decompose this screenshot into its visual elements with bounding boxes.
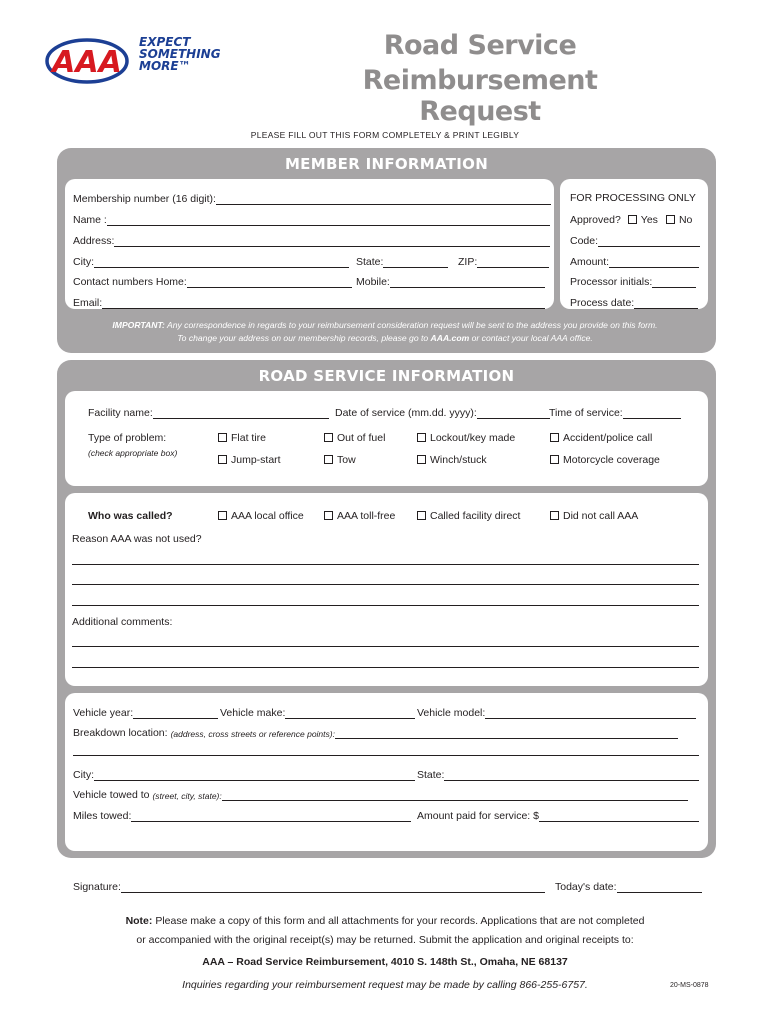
member-title: MEMBER INFORMATION [284,155,489,173]
processing-title: FOR PROCESSING ONLY [570,192,696,204]
email-field[interactable]: Email: [73,295,545,309]
checkbox-icon [218,511,227,520]
checkbox-icon [324,455,333,464]
aaa-oval-icon [43,34,135,86]
problem-flat-tire[interactable]: Flat tire [218,432,266,444]
problem-jump-start[interactable]: Jump-start [218,454,281,466]
breakdown-line-2[interactable] [73,755,699,756]
aaa-link[interactable]: AAA.com [430,333,470,343]
towed-to-field[interactable]: Vehicle towed to (street, city, state): [73,787,688,801]
initials-field[interactable]: Processor initials: [570,274,696,288]
checkbox-icon [417,511,426,520]
reason-line-2[interactable] [72,584,699,585]
checkbox-icon [628,215,637,224]
vehicle-model-field[interactable]: Vehicle model: [417,705,696,719]
note-line-1: Note: Please make a copy of this form and all attachments for your records. Applications that are not completed [125,915,645,927]
checkbox-icon [550,511,559,520]
inquiries-line: Inquiries regarding your reimbursement request may be made by calling 866-255-6757. [182,979,588,991]
called-local-office[interactable]: AAA local office [218,510,304,522]
checkbox-icon [218,455,227,464]
mobile-field[interactable]: Mobile: [356,274,545,288]
important-line-1: IMPORTANT: Any correspondence in regards to your reimbursement consideration request will be sent to the address you provide on this form. [112,320,658,330]
important-line-2: To change your address on our membership records, please go to AAA.com or contact your local AAA office. [177,333,593,343]
title-line-1: Road Service [383,30,577,61]
date-of-service-field[interactable]: Date of service (mm.dd. yyyy): [335,405,550,419]
checkbox-icon [666,215,675,224]
checkbox-icon [218,433,227,442]
checkbox-icon [550,455,559,464]
type-of-problem-label: Type of problem: [88,432,167,444]
problem-accident[interactable]: Accident/police call [550,432,652,444]
form-code: 20-MS-0878 [670,982,709,989]
problem-winch[interactable]: Winch/stuck [417,454,487,466]
process-date-field[interactable]: Process date: [570,295,698,309]
signature-field[interactable]: Signature: [73,879,545,893]
approved-no[interactable]: No [666,214,692,226]
amount-field[interactable]: Amount: [570,254,699,268]
road-title: ROAD SERVICE INFORMATION [258,367,515,385]
state-field[interactable]: State: [356,254,448,268]
logo-tagline: EXPECT SOMETHING MORE™ [139,35,221,73]
home-phone-field[interactable]: Contact numbers Home: [73,274,352,288]
problem-tow[interactable]: Tow [324,454,356,466]
zip-field[interactable]: ZIP: [458,254,549,268]
tow-city-field[interactable]: City: [73,767,415,781]
todays-date-field[interactable]: Today's date: [555,879,702,893]
amount-paid-field[interactable]: Amount paid for service: $ [417,808,699,822]
reason-line-3[interactable] [72,605,699,606]
breakdown-field[interactable]: Breakdown location: (address, cross streets or reference points): [73,725,678,739]
check-hint: (check appropriate box) [88,448,178,458]
called-facility-direct[interactable]: Called facility direct [417,510,520,522]
called-did-not-call[interactable]: Did not call AAA [550,510,638,522]
checkbox-icon [324,433,333,442]
problem-out-of-fuel[interactable]: Out of fuel [324,432,385,444]
comments-line-2[interactable] [72,667,699,668]
title-line-2: Reimbursement Request [362,65,598,127]
approved-yes[interactable]: Yes [628,214,658,226]
checkbox-icon [550,433,559,442]
address-field[interactable]: Address: [73,233,550,247]
who-called-label: Who was called? [88,510,173,522]
vehicle-make-field[interactable]: Vehicle make: [220,705,415,719]
tow-state-field[interactable]: State: [417,767,699,781]
approved-row: Approved? Yes No [570,214,693,226]
checkbox-icon [324,511,333,520]
limit-note: If AAA service is available and not used, reimbursement will be limited to what it would have cost AAA to provide the covered service. [132,831,638,841]
called-toll-free[interactable]: AAA toll-free [324,510,395,522]
code-field[interactable]: Code: [570,233,700,247]
note-line-2: or accompanied with the original receipt(s) may be returned. Submit the application and original receipts to: [136,934,634,946]
facility-field[interactable]: Facility name: [88,405,329,419]
comments-label: Additional comments: [72,616,173,628]
miles-towed-field[interactable]: Miles towed: [73,808,411,822]
problem-motorcycle[interactable]: Motorcycle coverage [550,454,660,466]
city-field[interactable]: City: [73,254,349,268]
form-instructions: PLEASE FILL OUT THIS FORM COMPLETELY & PRINT LEGIBLY [250,130,520,140]
logo-mark: AAA [52,45,122,80]
problem-lockout[interactable]: Lockout/key made [417,432,515,444]
name-field[interactable]: Name : [73,212,550,226]
checkbox-icon [417,433,426,442]
time-of-service-field[interactable]: Time of service: [549,405,681,419]
comments-line-1[interactable] [72,646,699,647]
membership-field[interactable]: Membership number (16 digit): [73,191,551,205]
mailing-address: AAA – Road Service Reimbursement, 4010 S. 148th St., Omaha, NE 68137 [202,956,568,968]
aaa-logo [43,34,221,89]
reason-line-1[interactable] [72,564,699,565]
reason-label: Reason AAA was not used? [72,533,202,545]
checkbox-icon [417,455,426,464]
vehicle-year-field[interactable]: Vehicle year: [73,705,218,719]
